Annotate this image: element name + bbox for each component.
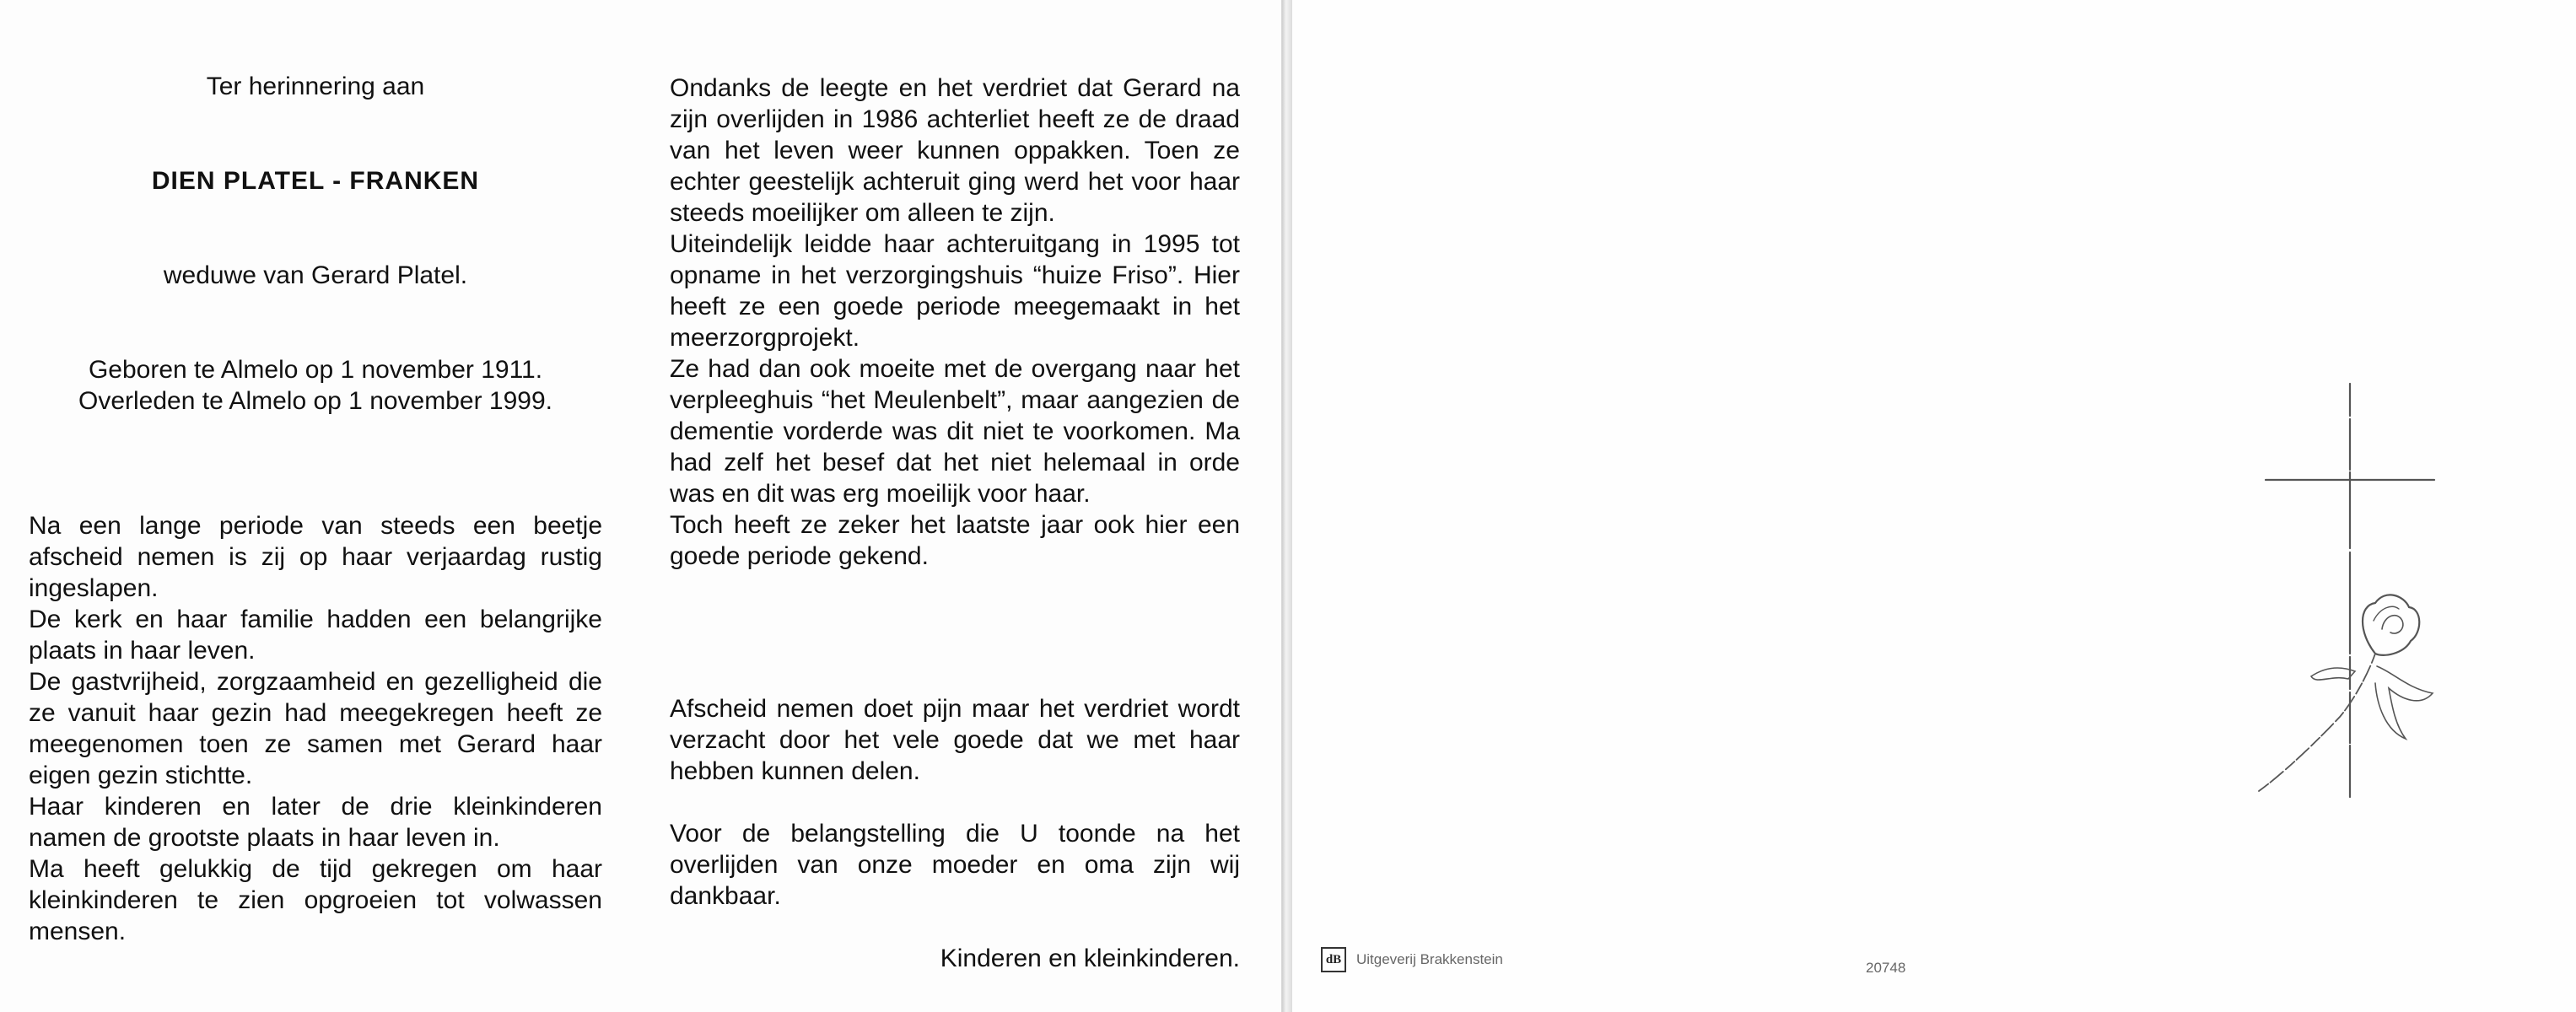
rose-leaf-right (2375, 666, 2433, 739)
paragraph: Afscheid nemen doet pijn maar het verdriet wordt verzacht door het vele goede dat we met haar hebben kunnen delen. (670, 695, 1240, 785)
right-body-text (670, 73, 1240, 572)
publisher-logo: dB (1321, 947, 1346, 972)
rose-leaf-left (2311, 668, 2355, 680)
print-code: 20748 (1866, 960, 1906, 976)
paragraph: Voor de belangstelling die U toonde na het overlijden van onze moeder en oma zijn wij dankbaar. (670, 820, 1240, 910)
deceased-name: DIEN PLATEL - FRANKEN (151, 167, 480, 195)
publisher-mark (1321, 945, 1503, 975)
card-fold (1282, 0, 1292, 1012)
right-text-column (670, 0, 1240, 1012)
publisher-name: Uitgeverij Brakkenstein (1356, 951, 1503, 967)
farewell-text (670, 693, 1240, 787)
paragraph: Ondanks de leegte en het verdriet dat Gerard na zijn overlijden in 1986 achterliet heeft ze de draad van het leven weer kunnen oppakken. Toen ze echter geestelijk achteruit ging werd het voor haar steeds moeilijker om alleen te zijn. (670, 74, 1240, 227)
death-line: Overleden te Almelo op 1 november 1999. (78, 387, 553, 415)
rose-petal-swirl (2382, 616, 2403, 633)
paragraph: Na een lange periode van steeds een beetje afscheid nemen is zij op haar verjaardag rustig ingeslapen. (29, 512, 602, 602)
paragraph: De kerk en haar familie hadden een belangrijke plaats in haar leven. (29, 606, 602, 665)
left-text-column (29, 0, 602, 1012)
paragraph: De gastvrijheid, zorgzaamheid en gezelligheid die ze vanuit haar gezin had meegekregen heeft ze meegenomen toen ze samen met Gerard haar eigen gezin stichtte. (29, 668, 602, 789)
signature: Kinderen en kleinkinderen. (940, 945, 1240, 972)
left-body-text (29, 510, 602, 947)
heading-remembrance: Ter herinnering aan (206, 73, 425, 100)
rose-stem (2259, 654, 2375, 791)
paragraph: Toch heeft ze zeker het laatste jaar ook hier een goede periode gekend. (670, 511, 1240, 570)
paragraph: Ze had dan ook moeite met de overgang naar het verpleeghuis “het Meulenbelt”, maar aangezien de dementie vorderde was dit niet te voorkomen. Ma had zelf het besef dat het niet helemaal in orde was en dit was erg moeilijk voor haar. (670, 355, 1240, 508)
cross-with-rose-illustration (2257, 380, 2460, 801)
birth-line: Geboren te Almelo op 1 november 1911. (88, 356, 543, 384)
rose-bloom (2363, 595, 2419, 654)
paragraph: Haar kinderen en later de drie kleinkinderen namen de grootste plaats in haar leven in. (29, 793, 602, 852)
paragraph: Uiteindelijk leidde haar achteruitgang in 1995 tot opname in het verzorgingshuis “huize Friso”. Hier heeft ze een goede periode meegemaakt in het meerzorgprojekt. (670, 230, 1240, 352)
paragraph: Ma heeft gelukkig de tijd gekregen om haar kleinkinderen te zien opgroeien tot volwassen mensen. (29, 855, 602, 945)
card-inner-spread (0, 0, 1282, 1012)
widow-of-line: weduwe van Gerard Platel. (163, 261, 468, 289)
thanks-text (670, 818, 1240, 912)
